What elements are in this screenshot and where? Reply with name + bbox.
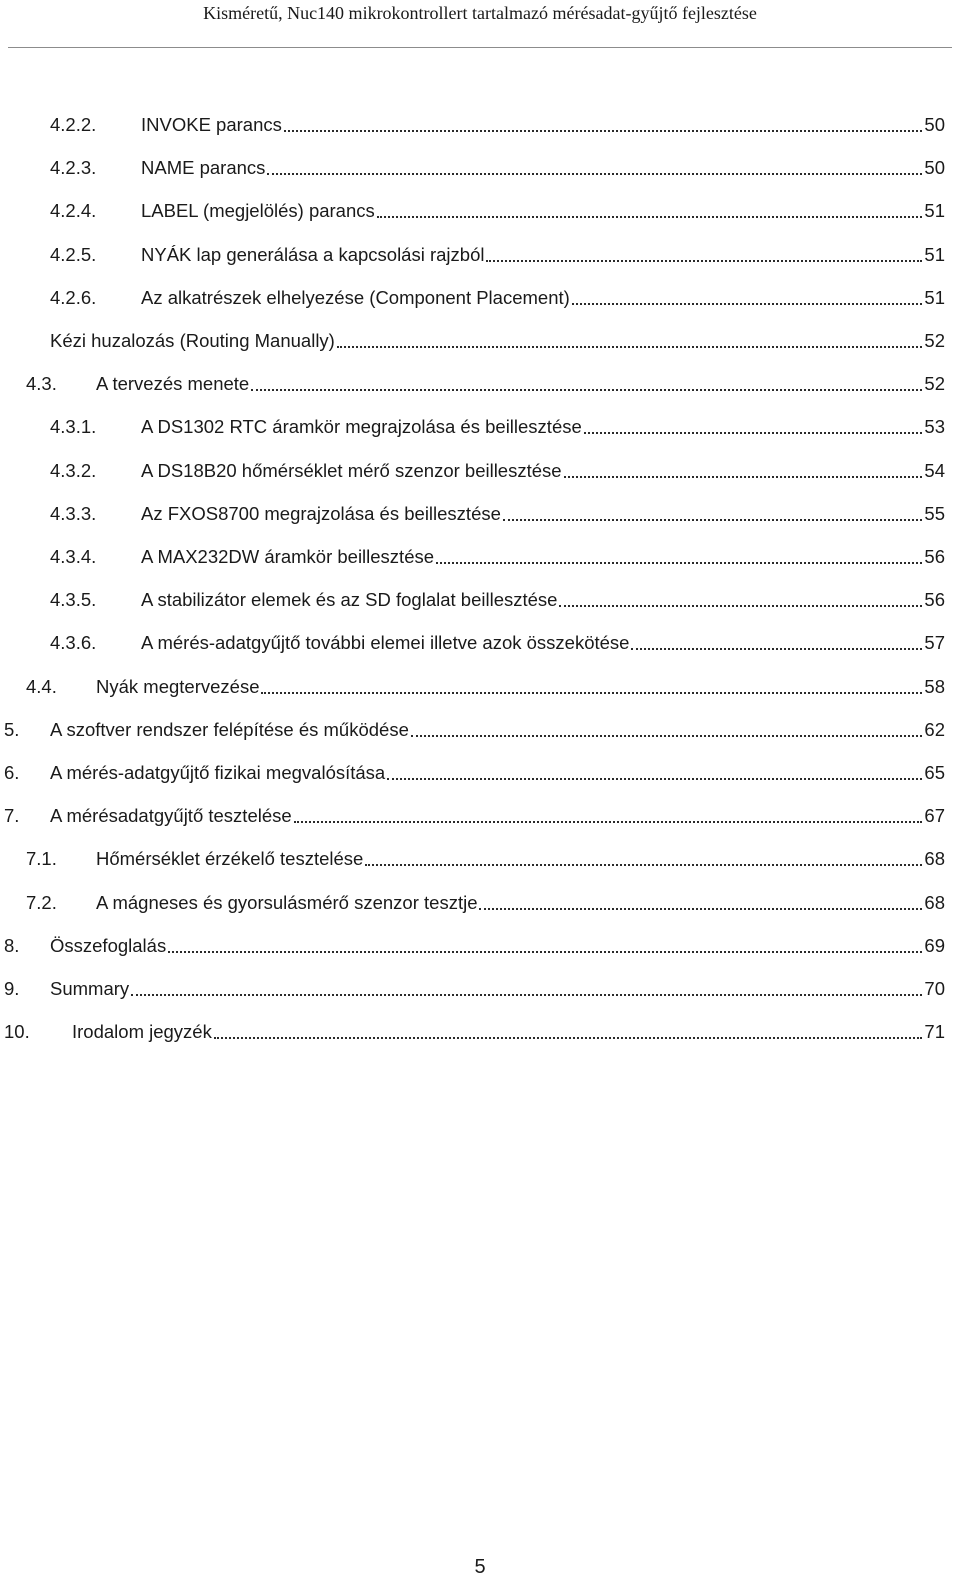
- toc-entry-title: A MAX232DW áramkör beillesztése: [141, 546, 435, 567]
- toc-entry-title: A mérés-adatgyűjtő fizikai megvalósítása: [50, 762, 386, 783]
- toc-entry[interactable]: [4, 758, 945, 784]
- toc-entry[interactable]: [50, 456, 945, 482]
- toc-entry[interactable]: [50, 628, 945, 654]
- toc-dot-leader: [284, 130, 923, 132]
- toc-entry-number: 9.: [4, 978, 20, 999]
- toc-dot-leader: [559, 605, 922, 607]
- toc-dot-leader: [387, 778, 922, 780]
- toc-entry-number: 4.3.5.: [50, 589, 97, 610]
- toc-entry-number: 4.2.6.: [50, 287, 97, 308]
- toc-entry-title: Összefoglalás: [50, 935, 167, 956]
- toc-entry-number: 4.3.3.: [50, 503, 97, 524]
- toc-entry-page: 68: [924, 848, 945, 869]
- toc-dot-leader: [486, 260, 922, 262]
- toc-entry[interactable]: [26, 888, 945, 914]
- toc-entry-title: A DS18B20 hőmérséklet mérő szenzor beillesztése: [141, 460, 562, 481]
- toc-dot-leader: [168, 951, 922, 953]
- toc-entry-number: 5.: [4, 719, 20, 740]
- toc-entry-title: Summary: [50, 978, 130, 999]
- toc-entry-title: Az FXOS8700 megrajzolása és beillesztése: [141, 503, 501, 524]
- toc-entry-title: INVOKE parancs: [141, 114, 282, 135]
- toc-dot-leader: [377, 216, 923, 218]
- toc-dot-leader: [214, 1037, 923, 1039]
- toc-entry-title: Nyák megtervezése: [96, 676, 260, 697]
- toc-entry-number: 4.2.5.: [50, 244, 97, 265]
- toc-entry-page: 53: [924, 416, 945, 437]
- toc-entry[interactable]: [50, 240, 945, 266]
- toc-entry-page: 54: [924, 460, 945, 481]
- toc-entry-title: A stabilizátor elemek és az SD foglalat beillesztése: [141, 589, 558, 610]
- toc-entry-page: 71: [924, 1021, 945, 1042]
- toc-entry-number: 4.3.4.: [50, 546, 97, 567]
- toc-entry-number: 4.3.1.: [50, 416, 97, 437]
- toc-dot-leader: [267, 173, 922, 175]
- toc-entry-title: A mérés-adatgyűjtő további elemei illetve azok összekötése: [141, 632, 630, 653]
- toc-entry-title: Irodalom jegyzék: [72, 1021, 212, 1042]
- toc-dot-leader: [261, 692, 922, 694]
- toc-dot-leader: [436, 562, 922, 564]
- toc-entry-page: 67: [924, 805, 945, 826]
- toc-entry-page: 70: [924, 978, 945, 999]
- toc-entry-number: 7.1.: [26, 848, 57, 869]
- toc-entry-page: 50: [924, 157, 945, 178]
- toc-entry-page: 55: [924, 503, 945, 524]
- toc-entry-page: 56: [924, 546, 945, 567]
- toc-entry-page: 51: [924, 244, 945, 265]
- toc-entry-page: 69: [924, 935, 945, 956]
- toc-dot-leader: [564, 476, 923, 478]
- toc-entry[interactable]: [50, 283, 945, 309]
- toc-entry-page: 65: [924, 762, 945, 783]
- toc-entry[interactable]: [50, 153, 945, 179]
- toc-dot-leader: [584, 432, 923, 434]
- toc-entry-title: A mágneses és gyorsulásmérő szenzor tesztje: [96, 892, 478, 913]
- toc-entry[interactable]: [4, 715, 945, 741]
- toc-entry-title: Kézi huzalozás (Routing Manually): [50, 330, 335, 351]
- toc-entry-number: 7.2.: [26, 892, 57, 913]
- toc-entry-number: 4.3.: [26, 373, 57, 394]
- toc-dot-leader: [365, 864, 922, 866]
- toc-entry[interactable]: [50, 499, 945, 525]
- toc-dot-leader: [411, 735, 923, 737]
- toc-entry-number: 4.4.: [26, 676, 57, 697]
- toc-entry-page: 50: [924, 114, 945, 135]
- toc-entry[interactable]: [4, 1017, 945, 1043]
- toc-entry[interactable]: [50, 196, 945, 222]
- toc-entry-number: 6.: [4, 762, 20, 783]
- toc-entry[interactable]: [26, 844, 945, 870]
- toc-entry-number: 4.2.3.: [50, 157, 97, 178]
- toc-dot-leader: [503, 519, 923, 521]
- toc-entry-number: 4.2.4.: [50, 200, 97, 221]
- toc-entry-title: NAME parancs: [141, 157, 266, 178]
- toc-dot-leader: [294, 821, 923, 823]
- toc-entry-page: 62: [924, 719, 945, 740]
- toc-entry-title: LABEL (megjelölés) parancs: [141, 200, 375, 221]
- page-number: 5: [474, 1556, 486, 1578]
- toc-entry-number: 4.2.2.: [50, 114, 97, 135]
- toc-dot-leader: [131, 994, 922, 996]
- toc-entry-title: A szoftver rendszer felépítése és működése: [50, 719, 409, 740]
- toc-entry[interactable]: [26, 369, 945, 395]
- toc-entry-page: 51: [924, 287, 945, 308]
- toc-entry[interactable]: [26, 672, 945, 698]
- toc-entry[interactable]: [50, 110, 945, 136]
- toc-entry-number: 4.3.6.: [50, 632, 97, 653]
- toc-entry-number: 10.: [4, 1021, 30, 1042]
- toc-entry-number: 8.: [4, 935, 20, 956]
- toc-entry-title: A tervezés menete: [96, 373, 250, 394]
- toc-entry-page: 52: [924, 373, 945, 394]
- toc-entry[interactable]: [50, 326, 945, 352]
- toc-entry-page: 68: [924, 892, 945, 913]
- toc-entry[interactable]: [4, 801, 945, 827]
- header-title: Kisméretű, Nuc140 mikrokontrollert tartalmazó mérésadat-gyűjtő fejlesztése: [203, 3, 757, 23]
- toc-dot-leader: [631, 648, 922, 650]
- toc-dot-leader: [251, 389, 922, 391]
- toc-entry-title: A mérésadatgyűjtő tesztelése: [50, 805, 292, 826]
- toc-entry-title: NYÁK lap generálása a kapcsolási rajzból: [141, 244, 485, 265]
- header-divider: [8, 47, 952, 48]
- toc-entry-page: 56: [924, 589, 945, 610]
- toc-entry-title: Hőmérséklet érzékelő tesztelése: [96, 848, 364, 869]
- toc-entry[interactable]: [50, 542, 945, 568]
- toc-entry-page: 57: [924, 632, 945, 653]
- toc-entry-page: 52: [924, 330, 945, 351]
- toc-dot-leader: [337, 346, 923, 348]
- toc-entry-page: 58: [924, 676, 945, 697]
- running-header: [0, 0, 960, 40]
- toc-entry-number: 7.: [4, 805, 20, 826]
- toc-entry-title: Az alkatrészek elhelyezése (Component Placement): [141, 287, 570, 308]
- toc-dot-leader: [479, 908, 922, 910]
- toc-entry-title: A DS1302 RTC áramkör megrajzolása és beillesztése: [141, 416, 582, 437]
- toc-entry[interactable]: [4, 931, 945, 957]
- toc-entry-page: 51: [924, 200, 945, 221]
- toc-dot-leader: [572, 303, 923, 305]
- toc-entry-number: 4.3.2.: [50, 460, 97, 481]
- toc-entry[interactable]: [4, 974, 945, 1000]
- toc-entry[interactable]: [50, 585, 945, 611]
- toc-entry[interactable]: [50, 412, 945, 438]
